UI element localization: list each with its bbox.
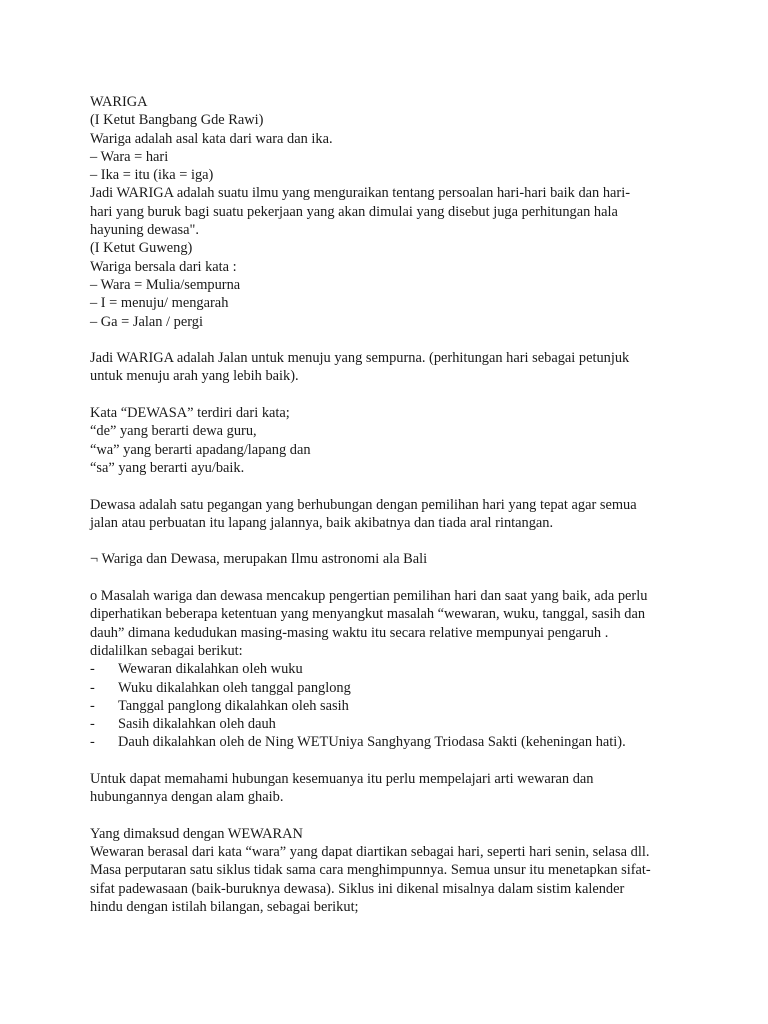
paragraph-memahami (90, 770, 690, 807)
bullet-marker: - (90, 716, 95, 733)
text-line: – Wara = Mulia/sempurna (90, 276, 241, 293)
bullet-marker: - (90, 679, 95, 696)
paragraph-gap (90, 331, 690, 349)
text-line: “wa” yang berarti apadang/lapang dan (90, 441, 311, 458)
text-line: (I Ketut Guweng) (90, 240, 193, 257)
list-item-text: Dauh dikalahkan oleh de Ning WETUniya Sanghyang Triodasa Sakti (keheningan hati). (118, 734, 626, 751)
bullet-marker: - (90, 661, 95, 678)
paragraph-wariga-definition (90, 93, 690, 331)
text-line: Untuk dapat memahami hubungan kesemuanya itu perlu mempelajari arti wewaran dan (90, 770, 594, 787)
paragraph-wewaran (90, 825, 690, 916)
text-line: ¬ Wariga dan Dewasa, merupakan Ilmu astronomi ala Bali (90, 551, 428, 568)
list-item (90, 697, 690, 715)
paragraph-wariga-jalan (90, 349, 690, 386)
text-line: Wariga adalah asal kata dari wara dan ika. (90, 130, 333, 147)
paragraph-gap (90, 386, 690, 404)
bullet-marker: - (90, 697, 95, 714)
document-title: WARIGA (90, 94, 148, 110)
paragraph-astronomy (90, 550, 690, 568)
document-text (90, 93, 690, 916)
paragraph-dewasa-meaning (90, 496, 690, 533)
list-item (90, 679, 690, 697)
text-line: o Masalah wariga dan dewasa mencakup pengertian pemilihan hari dan saat yang baik, ada perlu (90, 588, 648, 605)
paragraph-gap (90, 752, 690, 770)
list-item (90, 733, 690, 751)
text-line: “sa” yang berarti ayu/baik. (90, 459, 245, 476)
text-line: Masa perputaran satu siklus tidak sama cara menghimpunnya. Semua unsur itu menetapkan sifat- (90, 862, 651, 879)
list-item (90, 715, 690, 733)
section-heading: Yang dimaksud dengan WEWARAN (90, 825, 303, 842)
paragraph-gap (90, 569, 690, 587)
text-line: hari yang buruk bagi suatu pekerjaan yang akan dimulai yang disebut juga perhitungan hala (90, 203, 618, 220)
paragraph-gap (90, 532, 690, 550)
bullet-marker: - (90, 734, 95, 751)
text-line: – I = menuju/ mengarah (90, 295, 229, 312)
list-item (90, 660, 690, 678)
list-item-text: Sasih dikalahkan oleh dauh (118, 716, 276, 733)
text-line: “de” yang berarti dewa guru, (90, 423, 257, 440)
text-line: hindu dengan istilah bilangan, sebagai berikut; (90, 899, 359, 916)
text-line: – Wara = hari (90, 148, 169, 165)
text-line: sifat padewasaan (baik-buruknya dewasa). Siklus ini dikenal misalnya dalam sistim kalender (90, 880, 625, 897)
text-line: – Ika = itu (ika = iga) (90, 167, 214, 184)
text-line: Dewasa adalah satu pegangan yang berhubungan dengan pemilihan hari yang tepat agar semua (90, 496, 637, 513)
list-item-text: Wewaran dikalahkan oleh wuku (118, 661, 303, 678)
text-line: diperhatikan beberapa ketentuan yang menyangkut masalah “wewaran, wuku, tanggal, sasih dan (90, 606, 646, 623)
list-item-text: Tanggal panglong dikalahkan oleh sasih (118, 697, 349, 714)
text-line: Jadi WARIGA adalah suatu ilmu yang menguraikan tentang persoalan hari-hari baik dan hari- (90, 185, 631, 202)
paragraph-dewasa-words (90, 404, 690, 477)
text-line: untuk menuju arah yang lebih baik). (90, 368, 299, 385)
paragraph-gap (90, 807, 690, 825)
text-line: didalilkan sebagai berikut: (90, 642, 243, 659)
text-line: hayuning dewasa". (90, 222, 199, 239)
text-line: dauh” dimana kedudukan masing-masing waktu itu secara relative mempunyai pengaruh . (90, 624, 609, 641)
paragraph-masalah (90, 587, 690, 660)
text-line: (I Ketut Bangbang Gde Rawi) (90, 112, 264, 129)
hierarchy-list (90, 660, 690, 751)
text-line: Jadi WARIGA adalah Jalan untuk menuju yang sempurna. (perhitungan hari sebagai petunjuk (90, 350, 630, 367)
text-line: jalan atau perbuatan itu lapang jalannya, baik akibatnya dan tiada aral rintangan. (90, 514, 554, 531)
list-item-text: Wuku dikalahkan oleh tanggal panglong (118, 679, 351, 696)
text-line: – Ga = Jalan / pergi (90, 313, 203, 330)
paragraph-gap (90, 477, 690, 495)
text-line: Wariga bersala dari kata : (90, 258, 237, 275)
text-line: Wewaran berasal dari kata “wara” yang dapat diartikan sebagai hari, seperti hari senin, selasa dll. (90, 844, 650, 861)
text-line: hubungannya dengan alam ghaib. (90, 789, 284, 806)
text-line: Kata “DEWASA” terdiri dari kata; (90, 405, 290, 422)
